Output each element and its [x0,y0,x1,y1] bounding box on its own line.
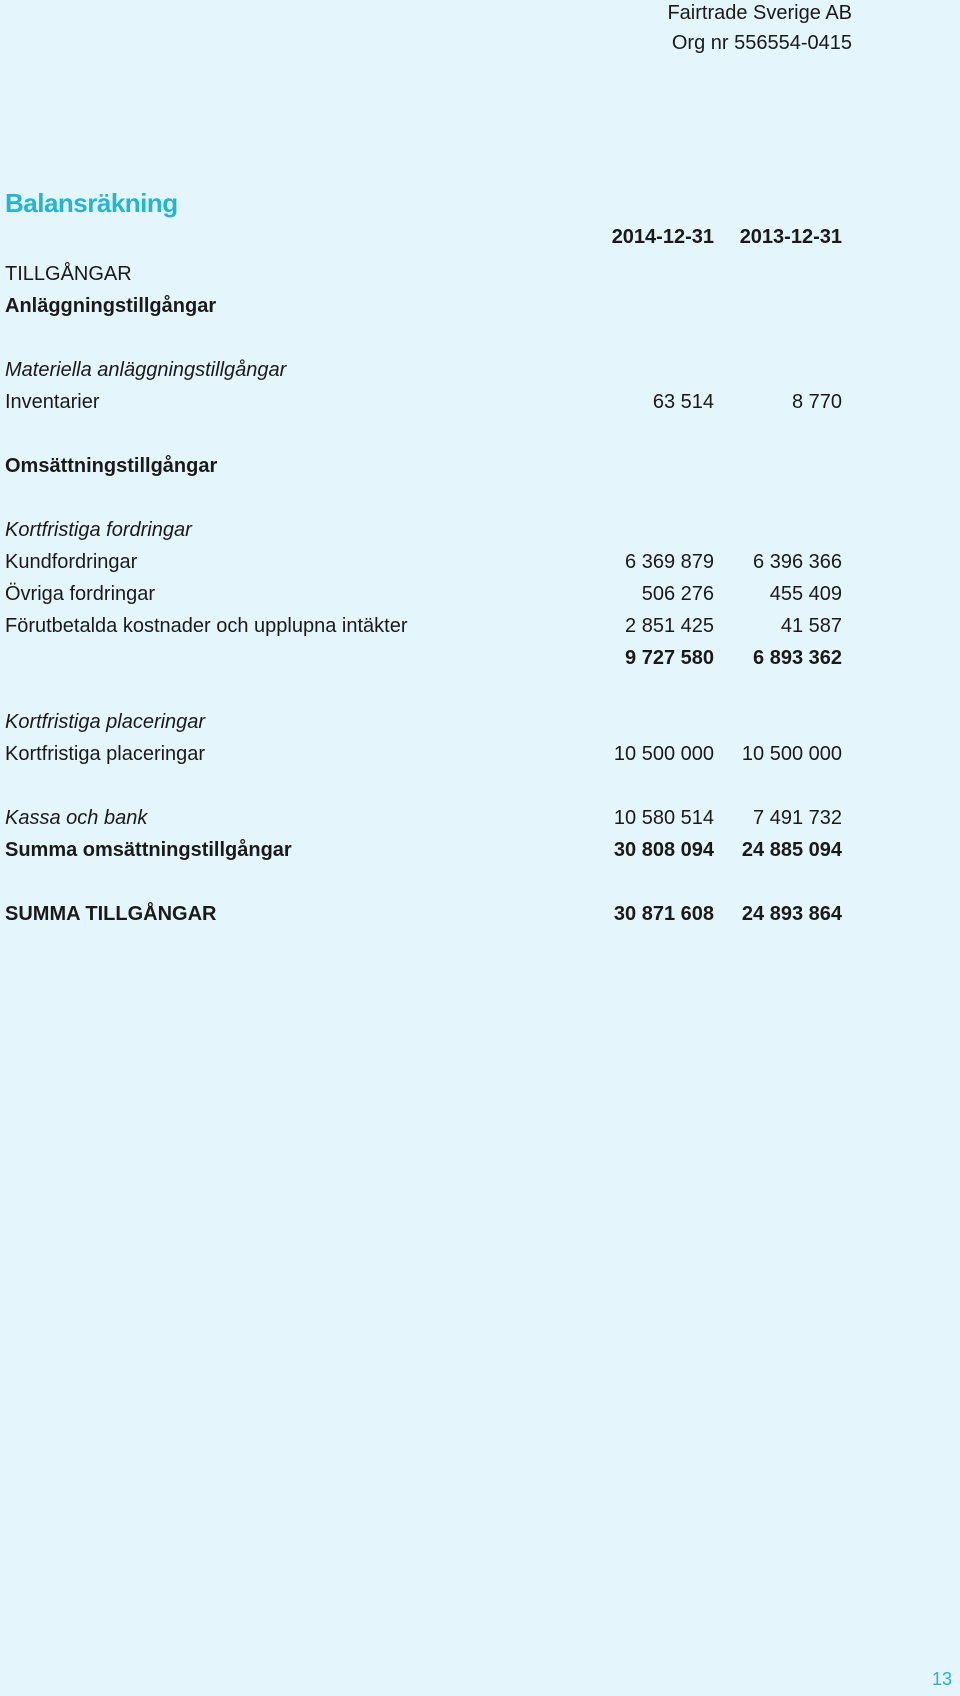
value-2014: 10 580 514 [613,807,714,829]
value-2014: 2 851 425 [625,615,714,637]
value-2013: 24 885 094 [741,839,842,861]
row-label: Kortfristiga placeringar [5,743,206,765]
row-label: Materiella anläggningstillgångar [5,359,287,381]
table-row-kortfristiga-placeringar [5,738,955,770]
value-2014: 10 500 000 [613,743,714,765]
value-2013: 6 396 366 [753,551,842,573]
section-heading-tillgangar [5,258,955,290]
value-2013: 10 500 000 [741,743,842,765]
row-label: Omsättningstillgångar [5,455,218,477]
table-row-summa-omsattningstillgangar [5,834,955,866]
table-row-subtotal-fordringar [5,642,955,674]
row-label: TILLGÅNGAR [5,263,132,285]
table-row-forutbetalda-kostnader [5,610,955,642]
value-2014: 63 514 [652,391,714,413]
value-2013: 8 770 [791,391,842,413]
value-2014: 30 808 094 [613,839,714,861]
row-label: Förutbetalda kostnader och upplupna intäkter [5,615,408,637]
subsection-heading-materiella [5,354,955,386]
value-2013: 455 409 [769,583,842,605]
value-2013: 6 893 362 [753,647,842,669]
column-header-2013: 2013-12-31 [739,226,842,248]
row-label: SUMMA TILLGÅNGAR [5,903,217,925]
org-number: Org nr 556554-0415 [671,32,852,54]
subsection-heading-kortfristiga-fordringar [5,514,955,546]
table-row-summa-tillgangar [5,898,955,930]
section-heading-omsattningstillgangar [5,450,955,482]
row-label: Övriga fordringar [5,583,156,605]
value-2014: 6 369 879 [625,551,714,573]
table-row-ovriga-fordringar [5,578,955,610]
row-label: Kassa och bank [5,807,148,829]
table-row-inventarier [5,386,955,418]
row-label: Inventarier [5,391,100,413]
value-2013: 41 587 [780,615,842,637]
value-2013: 24 893 864 [741,903,842,925]
value-2014: 9 727 580 [625,647,714,669]
table-row-kundfordringar [5,546,955,578]
row-label: Kundfordringar [5,551,138,573]
section-heading-anlaggningstillgangar [5,290,955,322]
row-label: Summa omsättningstillgångar [5,839,292,861]
subsection-heading-kortfristiga-placeringar [5,706,955,738]
value-2014: 506 276 [641,583,714,605]
value-2013: 7 491 732 [753,807,842,829]
column-header-2014: 2014-12-31 [611,226,714,248]
row-label: Kortfristiga fordringar [5,519,192,541]
value-2014: 30 871 608 [613,903,714,925]
company-name: Fairtrade Sverige AB [667,2,852,24]
row-label: Kortfristiga placeringar [5,711,206,733]
page-number: 13 [931,1669,952,1689]
table-row-kassa-och-bank [5,802,955,834]
document-header [667,0,852,58]
row-label: Anläggningstillgångar [5,295,217,317]
page-title: Balansräkning [5,188,178,218]
